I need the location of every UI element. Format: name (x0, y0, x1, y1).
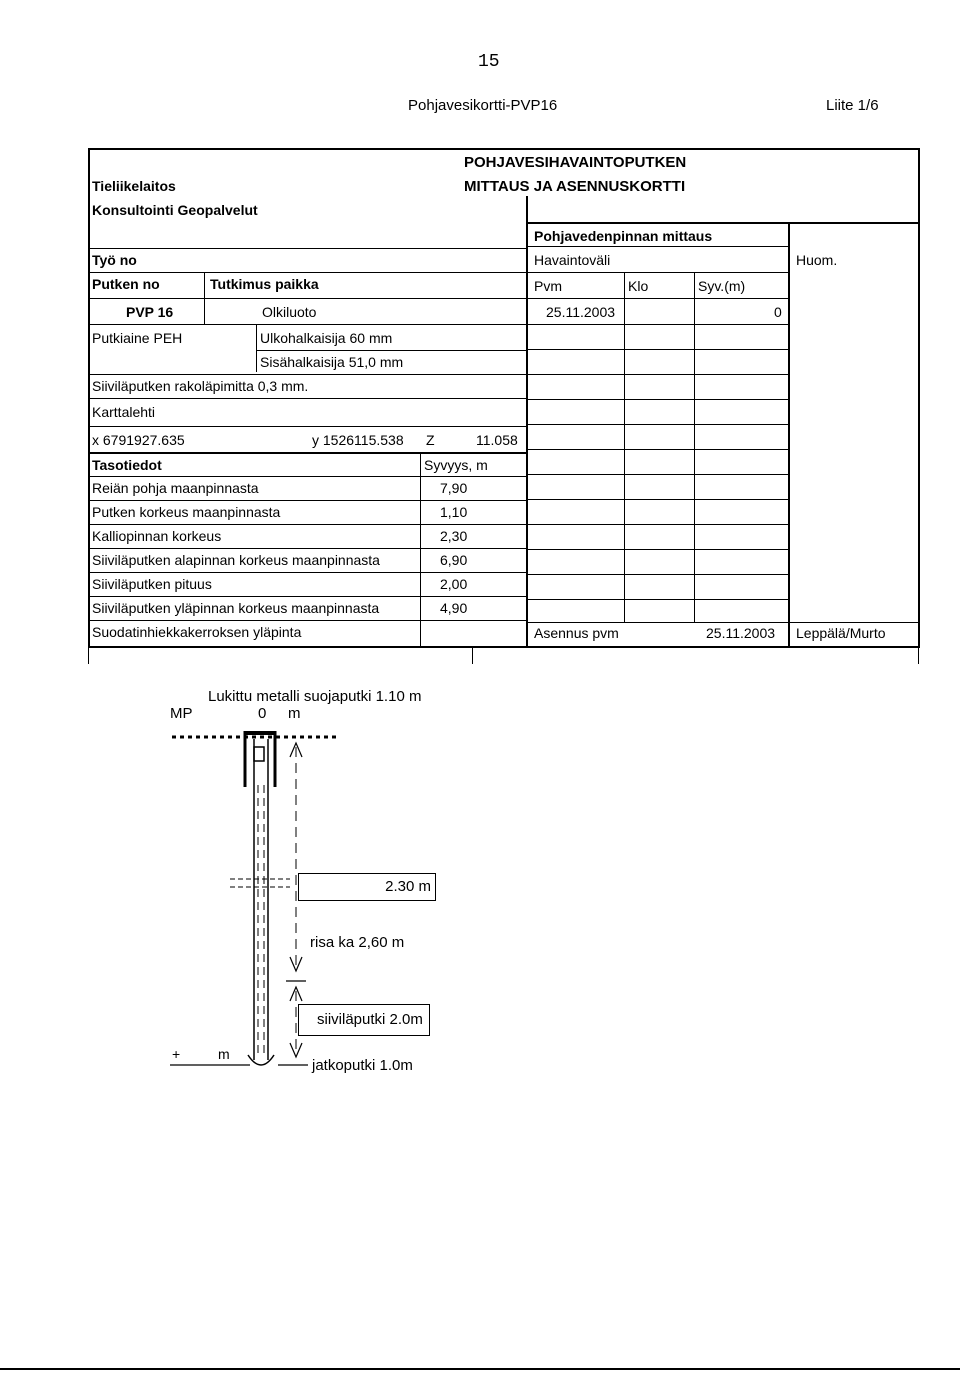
level-value: 7,90 (440, 480, 468, 496)
level-label: Siiviläputken yläpinnan korkeus maanpinnasta (92, 600, 380, 616)
level-label: Suodatinhiekkakerroksen yläpinta (92, 624, 302, 640)
diagram-caption: Lukittu metalli suojaputki 1.10 m (208, 688, 422, 705)
levels-header: Tasotiedot (92, 457, 162, 473)
col-syv: Syv.(m) (698, 278, 746, 294)
map-sheet-label: Karttalehti (92, 404, 156, 420)
install-date: 25.11.2003 (706, 625, 776, 641)
interval-label: Havaintoväli (534, 252, 611, 268)
first-syv: 0 (774, 304, 782, 320)
outer-diameter: Ulkohalkaisija 60 mm (260, 330, 393, 346)
level-value: 2,00 (440, 576, 468, 592)
level-value: 2,30 (440, 528, 468, 544)
level-value: 1,10 (440, 504, 468, 520)
appendix-label: Liite 1/6 (826, 97, 879, 114)
tutkimus-paikka-label: Tutkimus paikka (210, 276, 319, 292)
level-label: Siiviläputken alapinnan korkeus maanpinnasta (92, 552, 380, 568)
level-value: 6,90 (440, 552, 468, 568)
org-name: Tieliikelaitos (92, 178, 176, 194)
install-date-label: Asennus pvm (534, 625, 619, 641)
tyo-no-label: Työ no (92, 252, 137, 268)
huom-label: Huom. (796, 252, 838, 268)
rock-depth-box (298, 873, 436, 901)
rock-depth: 2.30 m (385, 878, 431, 895)
level-label: Putken korkeus maanpinnasta (92, 504, 281, 520)
inner-diameter: Sisähalkaisija 51,0 mm (260, 354, 404, 370)
mp-value: 0 (258, 705, 267, 722)
screen-box (298, 1004, 430, 1036)
coordinate-z: 11.058 (476, 432, 518, 448)
col-klo: Klo (628, 278, 649, 294)
first-pvm: 25.11.2003 (546, 304, 616, 320)
screen-length: siiviläputki 2.0m (317, 1011, 423, 1028)
document-title: Pohjavesikortti-PVP16 (408, 97, 558, 114)
mp-label: MP (170, 705, 193, 722)
pipe-material: Putkiaine PEH (92, 330, 183, 346)
putken-no-label: Putken no (92, 276, 160, 292)
extension-length: jatkoputki 1.0m (312, 1057, 413, 1074)
measurement-title: Pohjavedenpinnan mittaus (534, 228, 713, 244)
installer: Leppälä/Murto (796, 625, 886, 641)
level-label: Siiviläputken pituus (92, 576, 212, 592)
tutkimus-paikka-value: Olkiluoto (262, 304, 317, 320)
putken-no-value: PVP 16 (126, 304, 174, 320)
crack-depth: risa ka 2,60 m (310, 934, 405, 951)
level-label: Reiän pohja maanpinnasta (92, 480, 259, 496)
depth-header: Syvyys, m (424, 457, 488, 473)
level-label: Kalliopinnan korkeus (92, 528, 222, 544)
slot-width: Siiviläputken rakoläpimitta 0,3 mm. (92, 378, 309, 394)
col-pvm: Pvm (534, 278, 562, 294)
level-value: 4,90 (440, 600, 468, 616)
form-title-2: MITTAUS JA ASENNUSKORTTI (464, 178, 686, 195)
mp-unit: m (288, 705, 301, 722)
page-number: 15 (478, 52, 500, 72)
coordinate-y: y 1526115.538 (312, 432, 404, 448)
plus-mark: + (172, 1046, 181, 1062)
coordinate-x: x 6791927.635 (92, 432, 185, 448)
org-department: Konsultointi Geopalvelut (92, 202, 258, 218)
meter-mark: m (218, 1046, 230, 1062)
page-bottom-rule (0, 1368, 960, 1370)
form-title-1: POHJAVESIHAVAINTOPUTKEN (464, 154, 687, 171)
coordinate-z-label: Z (426, 432, 435, 448)
